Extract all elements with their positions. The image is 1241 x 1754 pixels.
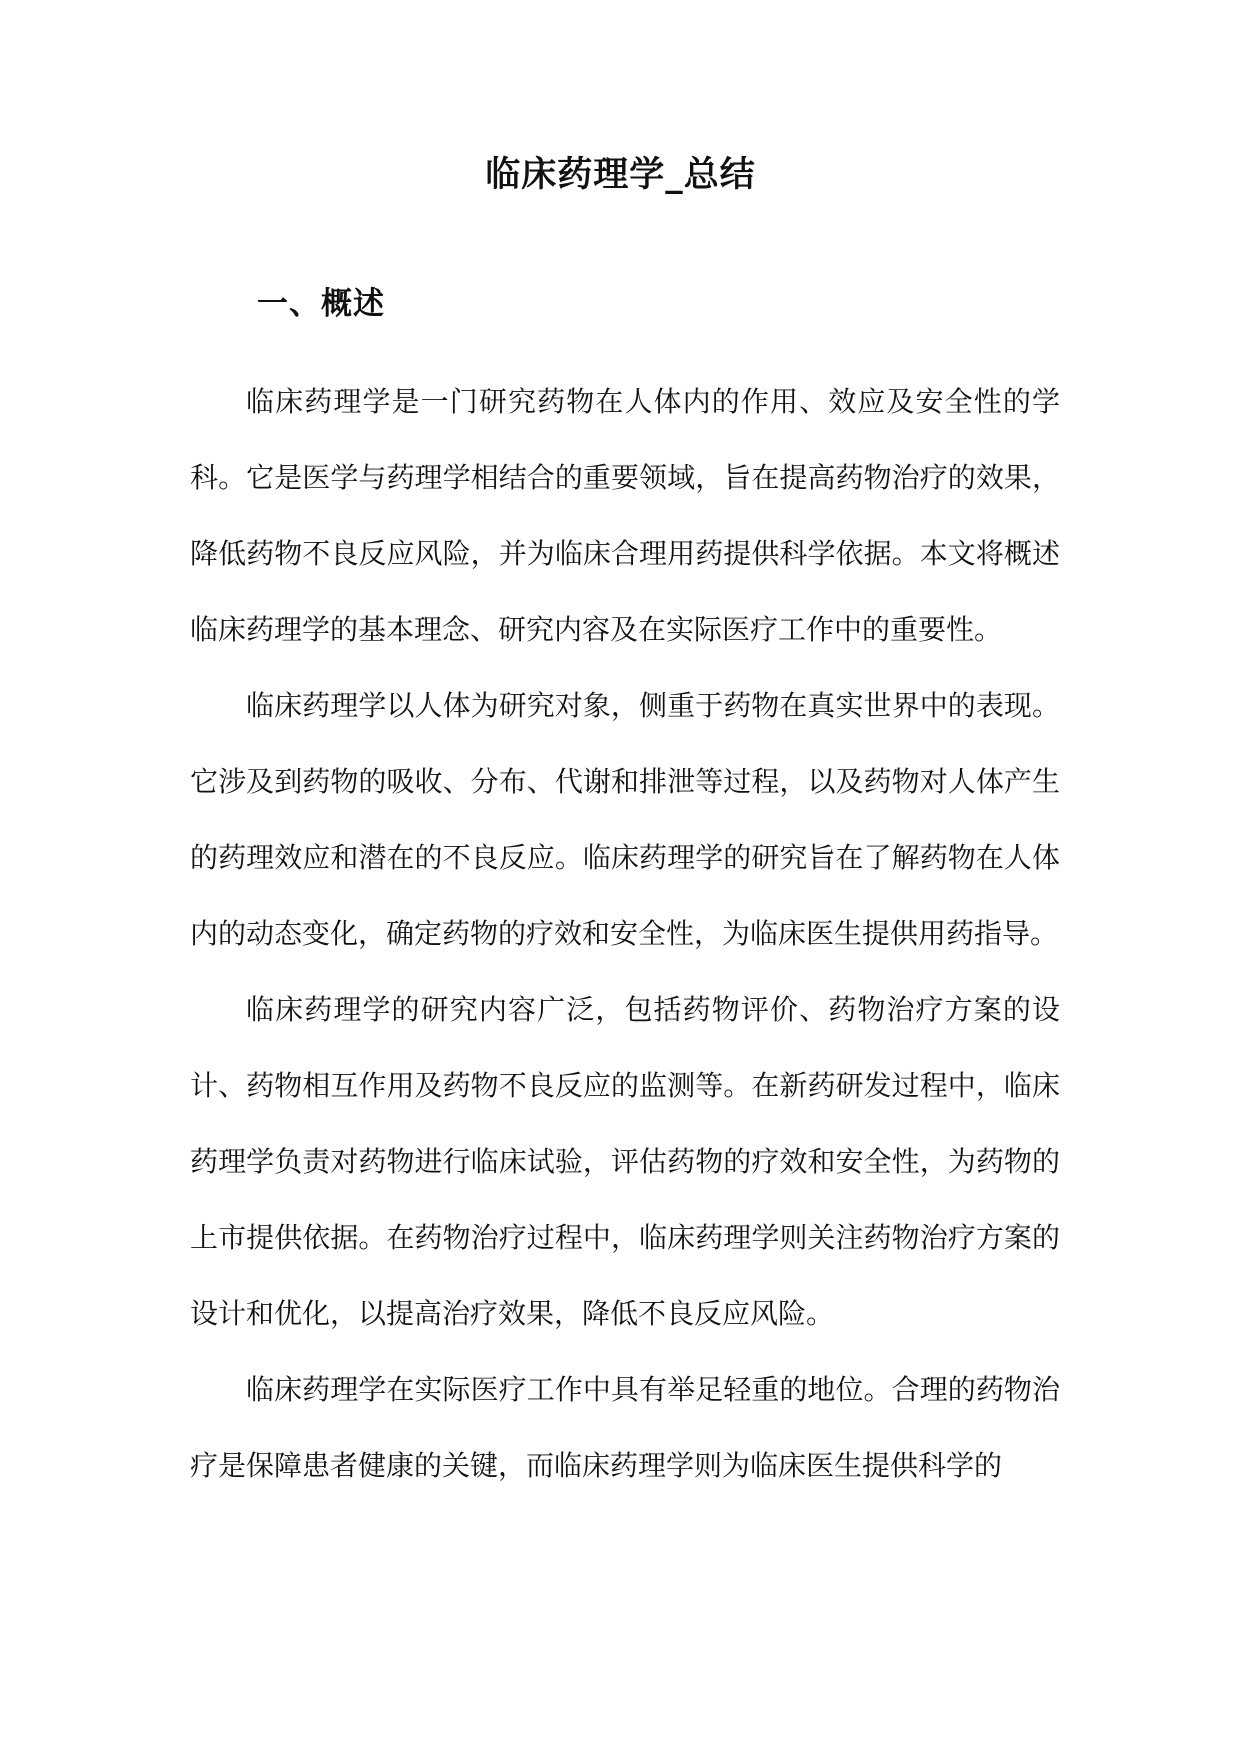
document-body xyxy=(190,364,1060,1504)
paragraph-4: 临床药理学在实际医疗工作中具有举足轻重的地位。合理的药物治疗是保障患者健康的关键，而临床药理学则为临床医生提供科学的 xyxy=(190,1373,1060,1482)
section-heading: 一、概述 xyxy=(257,286,385,322)
paragraph-3: 临床药理学的研究内容广泛，包括药物评价、药物治疗方案的设计、药物相互作用及药物不良反应的监测等。在新药研发过程中，临床药理学负责对药物进行临床试验，评估药物的疗效和安全性，为药物的上市提供依据。在药物治疗过程中，临床药理学则关注药物治疗方案的设计和优化，以提高治疗效果，降低不良反应风险。 xyxy=(190,993,1060,1330)
document-title: 临床药理学_总结 xyxy=(485,154,756,195)
paragraph-2: 临床药理学以人体为研究对象，侧重于药物在真实世界中的表现。它涉及到药物的吸收、分布、代谢和排泄等过程，以及药物对人体产生的药理效应和潜在的不良反应。临床药理学的研究旨在了解药物在人体内的动态变化，确定药物的疗效和安全性，为临床医生提供用药指导。 xyxy=(190,689,1060,950)
paragraph-1: 临床药理学是一门研究药物在人体内的作用、效应及安全性的学科。它是医学与药理学相结合的重要领域，旨在提高药物治疗的效果，降低药物不良反应风险，并为临床合理用药提供科学依据。本文将概述临床药理学的基本理念、研究内容及在实际医疗工作中的重要性。 xyxy=(190,385,1060,646)
